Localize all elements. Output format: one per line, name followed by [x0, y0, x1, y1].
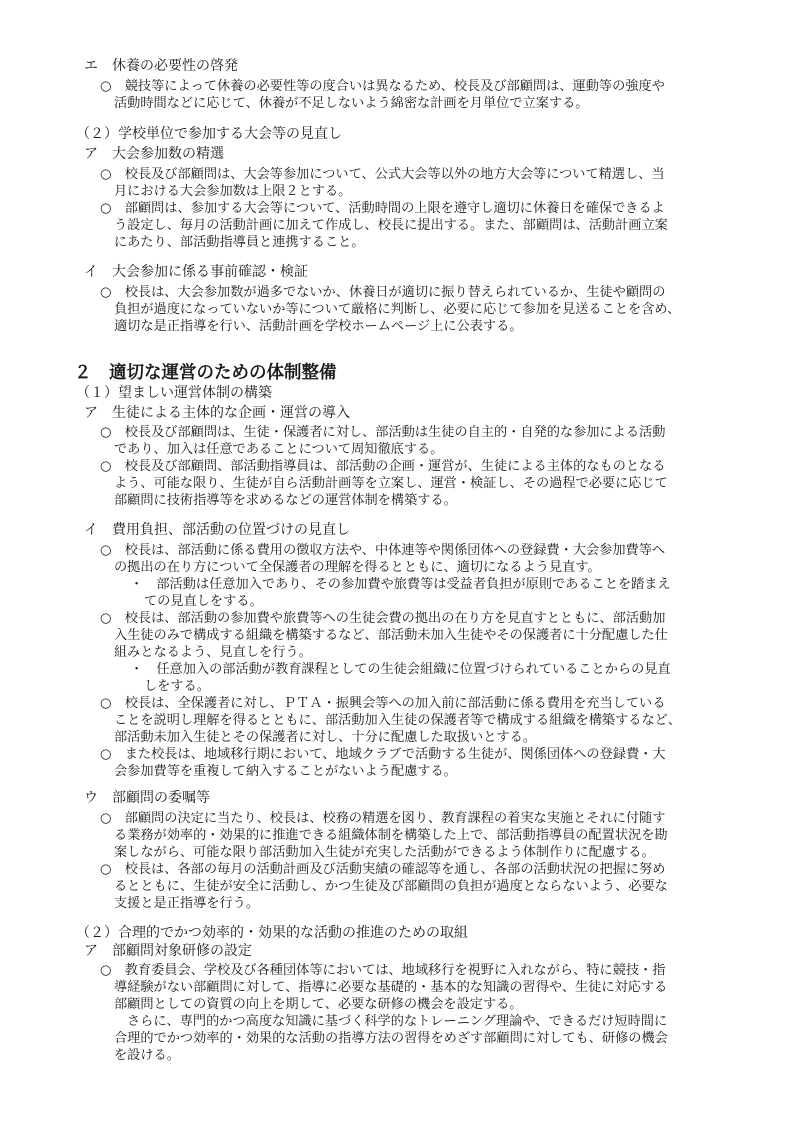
bullet-paragraph: ○ 校長及び部顧問は、生徒・保護者に対し、部活動は生徒の自主的・自発的な参加による活動	[100, 425, 666, 440]
paragraph-line: 会参加費等を重複して納入することがないよう配慮する。	[114, 764, 457, 779]
paragraph-line: 部顧問としての資質の向上を期して、必要な研修の機会を設定する。	[114, 997, 523, 1012]
section-heading: イ 大会参加に係る事前確認・検証	[84, 264, 308, 280]
bullet-paragraph: ○ 校長及び部顧問、部活動指導員は、部活動の企画・運営が、生徒による主体的なものとなる	[100, 459, 666, 474]
paragraph-line: 月における大会参加数は上限２とする。	[114, 184, 352, 199]
bullet-paragraph: ○ 部顧問の決定に当たり、校長は、校務の精選を図り、教育課程の着実な実施とそれに付随す	[100, 811, 666, 826]
section-heading: ア 部顧問対象研修の設定	[84, 943, 252, 959]
bullet-paragraph: ○ 校長は、各部の毎月の活動計画及び活動実績の確認等を通し、各部の活動状況の把握に努め	[100, 862, 666, 877]
paragraph-line: 活動時間などに応じて、休養が不足しないよう綿密な計画を月単位で立案する。	[114, 96, 589, 111]
subsection-heading: （２）合理的でかつ効率的・効果的な活動の推進のための取組	[76, 925, 468, 941]
paragraph-line: るとともに、生徒が安全に活動し、かつ生徒及び部顧問の負担が過度とならないよう、必要な	[114, 879, 668, 894]
paragraph-line: 組みとなるよう、見直しを行う。	[114, 645, 312, 660]
paragraph-line: さらに、専門的かつ高度な知識に基づく科学的なトレーニング理論や、できるだけ短時間に	[127, 1014, 668, 1029]
paragraph-line: ての見直しをする。	[144, 594, 263, 609]
bullet-paragraph: ○ また校長は、地域移行期において、地域クラブで活動する生徒が、関係団体への登録費・大	[100, 747, 666, 762]
bullet-paragraph: ○ 教育委員会、学校及び各種団体等においては、地域移行を視野に入れながら、特に競技・指	[100, 963, 666, 978]
bullet-paragraph: ○ 校長は、部活動に係る費用の徴収方法や、中体連等や関係団体への登録費・大会参加費等へ	[100, 543, 666, 558]
paragraph-line: う設定し、毎月の活動計画に加えて作成し、校長に提出する。また、部顧問は、活動計画立案	[114, 218, 668, 233]
section-heading: イ 費用負担、部活動の位置づけの見直し	[84, 522, 350, 538]
dot-bullet: ・ 部活動は任意加入であり、その参加費や旅費等は受益者負担が原則であることを踏まえ	[130, 577, 671, 592]
section-heading: エ 休養の必要性の啓発	[84, 58, 238, 74]
paragraph-line: しをする。	[144, 679, 210, 694]
paragraph-line: の拠出の在り方について全保護者の理解を得るとともに、適切になるよう見直す。	[114, 560, 601, 575]
bullet-paragraph: ○ 競技等によって休養の必要性等の度合いは異なるため、校長及び部顧問は、運動等の強度や	[100, 79, 665, 94]
bullet-paragraph: ○ 校長は、大会参加数が過多でないか、休養日が適切に振り替えられているか、生徒や顧問の	[100, 285, 666, 300]
bullet-paragraph: ○ 校長及び部顧問は、大会等参加について、公式大会等以外の地方大会等について精選し、当	[100, 167, 665, 182]
paragraph-line: る業務が効率的・効果的に推進できる組織体制を構築した上で、部活動指導員の配置状況を勘	[114, 828, 668, 843]
bullet-paragraph: ○ 部顧問は、参加する大会等について、活動時間の上限を遵守し適切に休養日を確保できるよ	[100, 201, 665, 216]
paragraph-line: 支援と是正指導を行う。	[114, 896, 260, 911]
section-heading: ア 大会参加数の精選	[84, 146, 224, 162]
paragraph-line: 部顧問に技術指導等を求めるなどの運営体制を構築する。	[114, 493, 457, 508]
bullet-paragraph: ○ 校長は、部活動の参加費や旅費等への生徒会費の拠出の在り方を見直すとともに、部活動加	[100, 611, 666, 626]
paragraph-line: ことを説明し理解を得るとともに、部活動加入生徒の保護者等で構成する組織を構築するなど、	[114, 713, 682, 728]
paragraph-line: を設ける。	[114, 1048, 180, 1063]
paragraph-line: よう、可能な限り、生徒が自ら活動計画等を立案し、運営・検証し、その過程で必要に応じて	[114, 476, 668, 491]
section-heading: ウ 部顧問の委嘱等	[84, 790, 210, 806]
section-heading: ア 生徒による主体的な企画・運営の導入	[84, 405, 350, 421]
paragraph-line: 導経験がない部顧問に対して、指導に必要な基礎的・基本的な知識の習得や、生徒に対応する	[114, 980, 668, 995]
paragraph-line: にあたり、部活動指導員と連携すること。	[114, 235, 365, 250]
paragraph-line: 案しながら、可能な限り部活動加入生徒が充実した活動ができるよう体制作りに配慮する。	[114, 845, 655, 860]
dot-bullet: ・ 任意加入の部活動が教育課程としての生徒会組織に位置づけられていることからの見直	[130, 662, 671, 677]
paragraph-line: 部活動未加入生徒とその保護者に対し、十分に配慮した取扱いとする。	[114, 730, 536, 745]
paragraph-line: 合理的でかつ効率的・効果的な活動の指導方法の習得をめざす部顧問に対しても、研修の機会	[114, 1031, 668, 1046]
subsection-heading: （１）望ましい運営体制の構築	[76, 385, 272, 401]
chapter-heading: ２ 適切な運営のための体制整備	[74, 363, 337, 383]
paragraph-line: であり、加入は任意であることについて周知徹底する。	[114, 442, 444, 457]
subsection-heading: （２）学校単位で参加する大会等の見直し	[76, 126, 342, 142]
paragraph-line: 負担が過度になっていないか等について厳格に判断し、必要に応じて参加を見送ることを含め、	[114, 302, 681, 317]
paragraph-line: 入生徒のみで構成する組織を構築するなど、部活動未加入生徒やその保護者に十分配慮した仕	[114, 628, 668, 643]
bullet-paragraph: ○ 校長は、全保護者に対し、ＰＴＡ・振興会等への加入前に部活動に係る費用を充当している	[100, 696, 666, 711]
paragraph-line: 適切な是正指導を行い、活動計画を学校ホームページ上に公表する。	[114, 319, 523, 334]
